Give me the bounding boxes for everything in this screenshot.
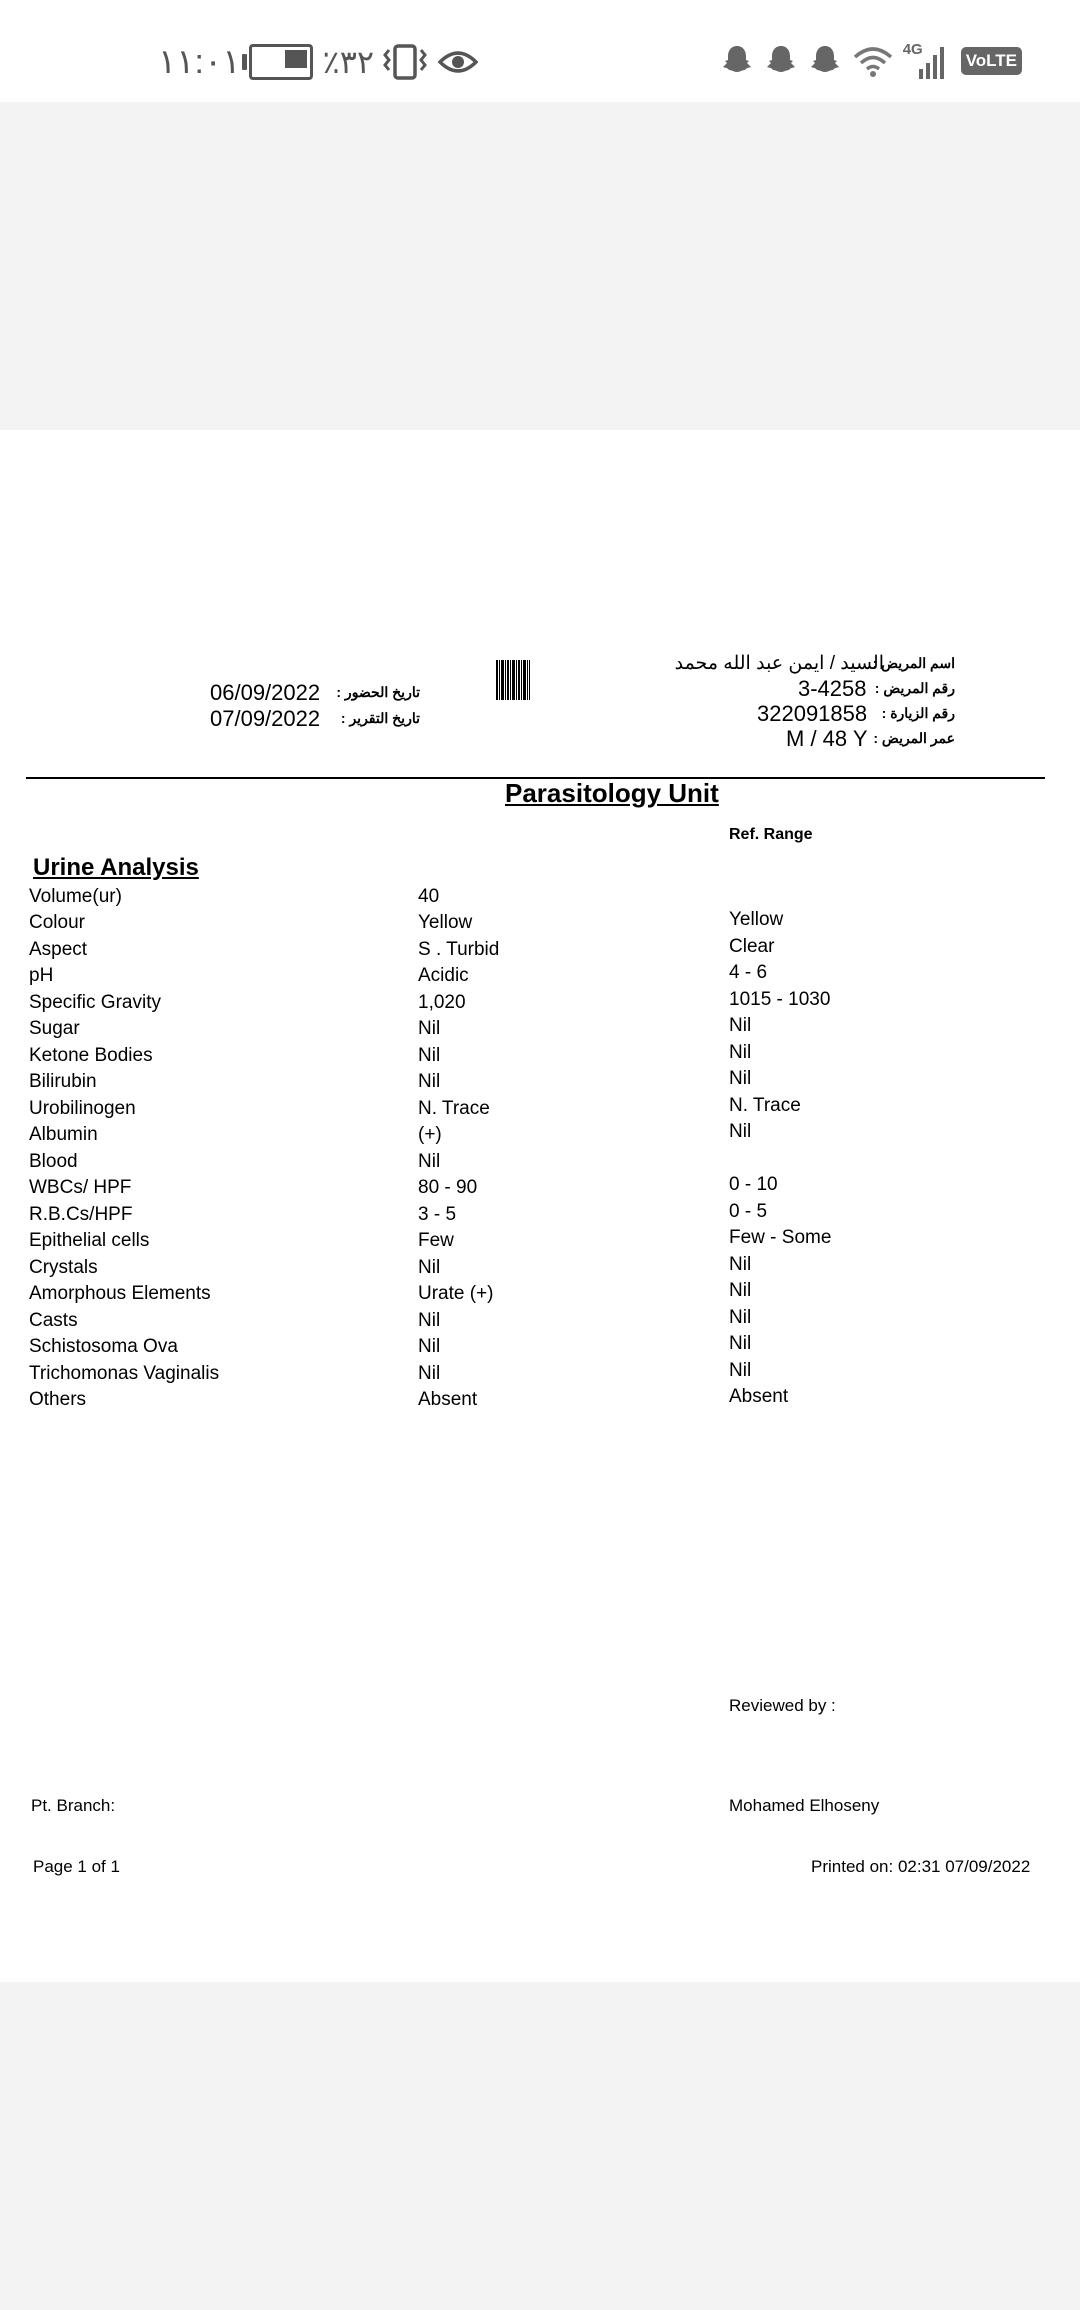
report-date-label: تاريخ التقرير : (340, 710, 420, 726)
volte-label: VoLTE (965, 51, 1017, 70)
test-name: Urobilinogen (29, 1098, 136, 1119)
battery-percent: ٪٣٢ (322, 44, 375, 80)
test-name: Casts (29, 1310, 78, 1331)
visit-number: 322091858 (757, 701, 868, 726)
test-name: Albumin (29, 1124, 98, 1145)
test-ref: Nil (729, 1280, 752, 1301)
section-title: Urine Analysis (33, 854, 199, 881)
snapchat-icon (719, 43, 755, 79)
table-row (29, 1151, 1029, 1177)
test-value: Yellow (418, 912, 473, 933)
test-name: WBCs/ HPF (29, 1177, 132, 1198)
patient-id: 3-4258 (798, 676, 867, 701)
test-ref: 0 - 10 (729, 1174, 778, 1195)
barcode (496, 660, 530, 700)
test-name: Epithelial cells (29, 1230, 150, 1251)
wifi-icon (851, 43, 895, 79)
ref-range-header: Ref. Range (729, 826, 813, 843)
report-date: 07/09/2022 (210, 706, 321, 731)
test-name: Sugar (29, 1018, 80, 1039)
table-row (29, 1360, 1029, 1389)
test-value: Nil (418, 1151, 441, 1172)
test-name: Crystals (29, 1257, 98, 1278)
table-row (29, 1280, 1029, 1309)
test-name: Trichomonas Vaginalis (29, 1363, 220, 1384)
test-name: R.B.Cs/HPF (29, 1204, 133, 1225)
test-value: 1,020 (418, 992, 466, 1013)
test-name: Schistosoma Ova (29, 1336, 178, 1357)
status-bar (0, 0, 1080, 102)
vibrate-icon (382, 44, 428, 80)
table-row (29, 1386, 1029, 1415)
test-name: Colour (29, 912, 85, 933)
test-ref: Nil (729, 1254, 752, 1275)
test-ref: Clear (729, 936, 775, 957)
eye-icon (438, 48, 478, 76)
test-value: N. Trace (418, 1098, 490, 1119)
test-value: (+) (418, 1124, 442, 1145)
visit-number-label: رقم الزيارة : (881, 705, 955, 721)
test-ref: 4 - 6 (729, 962, 768, 983)
test-ref: Nil (729, 1015, 752, 1036)
test-ref: Absent (729, 1386, 789, 1407)
table-row (29, 1201, 1029, 1230)
patient-name: السيد / ايمن عبد الله محمد (674, 653, 884, 674)
table-row (29, 1333, 1029, 1362)
table-row (29, 962, 1029, 991)
test-value: Few (418, 1230, 454, 1251)
battery-icon (249, 44, 313, 80)
table-row (29, 989, 1029, 1018)
table-row (29, 1174, 1029, 1203)
unit-title: Parasitology Unit (505, 778, 719, 808)
table-row (29, 909, 1029, 938)
test-value: Nil (418, 1045, 441, 1066)
test-name: Others (29, 1389, 87, 1410)
table-row (29, 1042, 1029, 1071)
status-left (158, 38, 478, 86)
test-name: Specific Gravity (29, 992, 161, 1013)
table-row (29, 1227, 1029, 1256)
test-ref: 1015 - 1030 (729, 989, 831, 1010)
test-value: 40 (418, 886, 440, 907)
test-name: pH (29, 965, 54, 986)
test-value: Nil (418, 1310, 441, 1331)
patient-id-label: رقم المريض : (874, 680, 955, 696)
test-name: Aspect (29, 939, 88, 960)
table-row (29, 1254, 1029, 1283)
test-value: Nil (418, 1018, 441, 1039)
patient-age: M / 48 Y (786, 726, 868, 751)
test-ref: N. Trace (729, 1095, 801, 1116)
reviewed-by-label: Reviewed by : (729, 1696, 836, 1715)
test-name: Bilirubin (29, 1071, 97, 1092)
patient-age-label: عمر المريض : (873, 730, 955, 746)
test-value: Nil (418, 1336, 441, 1357)
table-row (29, 1095, 1029, 1124)
test-value: S . Turbid (418, 939, 500, 960)
viewer-background (0, 102, 1080, 430)
test-value: Nil (418, 1257, 441, 1278)
table-row (29, 936, 1029, 965)
page-info: Page 1 of 1 (33, 1857, 120, 1876)
test-name: Ketone Bodies (29, 1045, 153, 1066)
test-name: Amorphous Elements (29, 1283, 211, 1304)
network-type: 4G (902, 41, 923, 58)
pt-branch-label: Pt. Branch: (31, 1796, 116, 1815)
table-row (29, 1307, 1029, 1336)
snapchat-icon (807, 43, 843, 79)
attendance-date: 06/09/2022 (210, 680, 321, 705)
test-value: Nil (418, 1363, 441, 1384)
test-ref: Nil (729, 1121, 752, 1142)
clock: ١١:٠١ (158, 43, 241, 81)
table-row (29, 886, 1029, 912)
test-ref: Nil (729, 1360, 752, 1381)
test-value: Absent (418, 1389, 478, 1410)
test-value: Nil (418, 1071, 441, 1092)
printed-on: Printed on: 02:31 07/09/2022 (811, 1857, 1031, 1876)
test-ref: Nil (729, 1068, 752, 1089)
test-name: Volume(ur) (29, 886, 122, 907)
test-ref: Nil (729, 1333, 752, 1354)
test-ref: Yellow (729, 909, 784, 930)
volte-icon (961, 47, 1022, 75)
signal-icon (903, 41, 947, 81)
report-page (0, 430, 1080, 1982)
test-value: 3 - 5 (418, 1204, 457, 1225)
test-value: 80 - 90 (418, 1177, 478, 1198)
table-row (29, 1121, 1029, 1150)
patient-name-label: اسم المريض : (872, 655, 955, 671)
snapchat-icon (763, 43, 799, 79)
table-row (29, 1068, 1029, 1097)
status-right (719, 36, 1022, 86)
test-value: Urate (+) (418, 1283, 494, 1304)
test-ref: Nil (729, 1042, 752, 1063)
table-row (29, 1015, 1029, 1044)
test-ref: Nil (729, 1307, 752, 1328)
test-name: Blood (29, 1151, 78, 1172)
reviewer-name: Mohamed Elhoseny (729, 1796, 880, 1815)
test-ref: 0 - 5 (729, 1201, 768, 1222)
test-value: Acidic (418, 965, 469, 986)
attendance-date-label: تاريخ الحضور : (336, 684, 420, 700)
test-ref: Few - Some (729, 1227, 832, 1248)
cell-signal (903, 41, 947, 81)
